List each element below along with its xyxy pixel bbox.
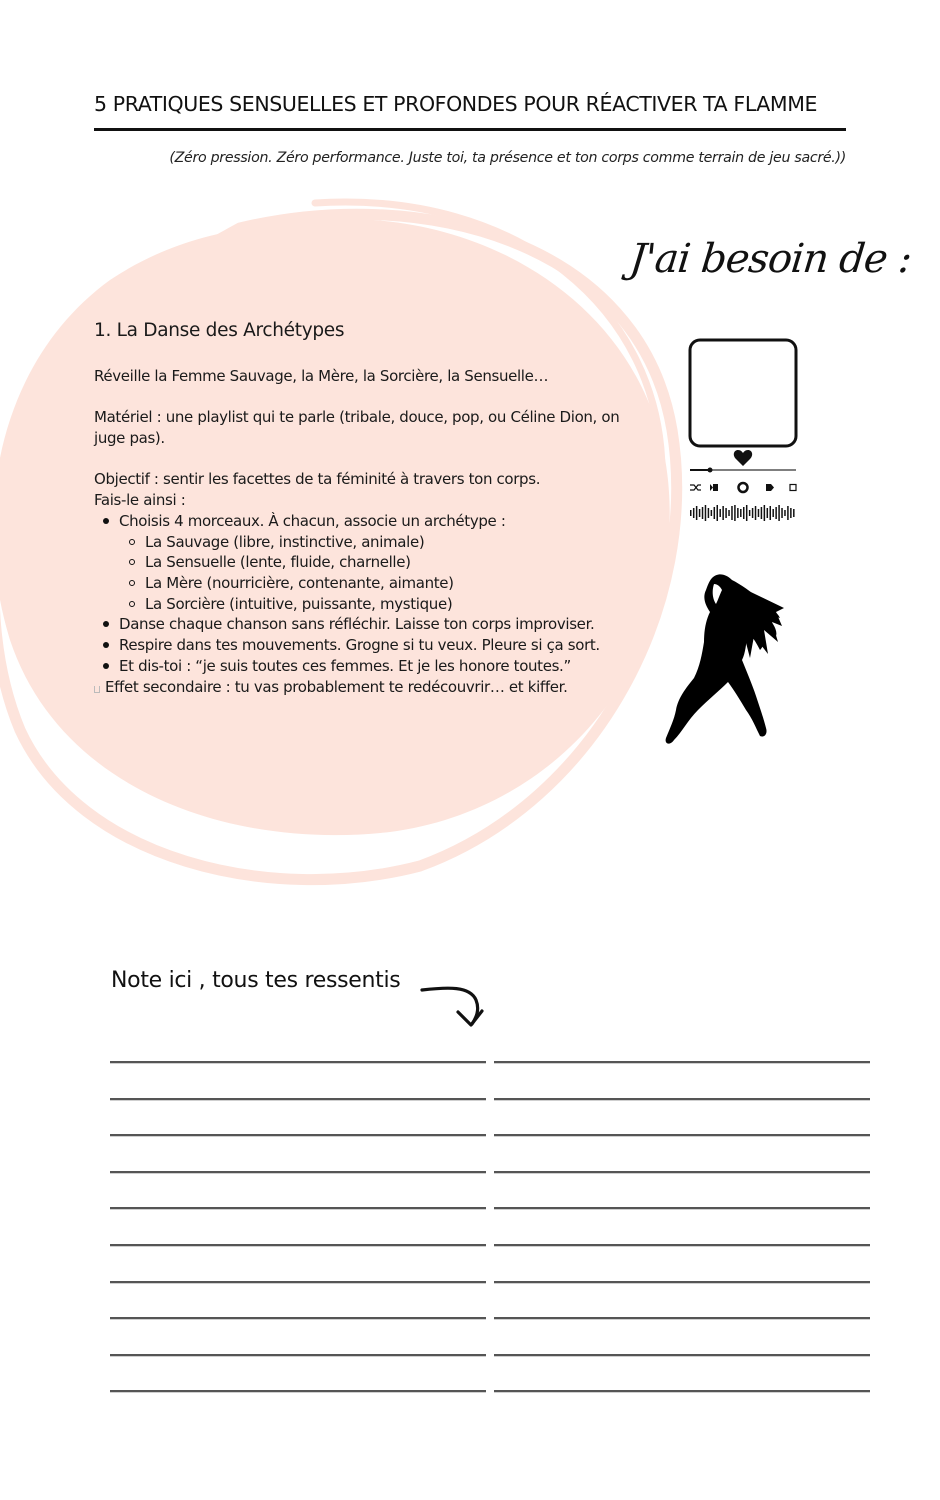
wave-bar <box>787 506 789 520</box>
writing-line <box>494 1354 870 1356</box>
section-intro: Réveille la Femme Sauvage, la Mère, la Sorcière, la Sensuelle… <box>94 367 549 385</box>
wave-bar <box>770 506 772 520</box>
wave-bar <box>746 505 748 521</box>
writing-line <box>110 1390 486 1392</box>
wave-bar <box>711 510 713 516</box>
writing-line <box>110 1244 486 1246</box>
wave-bar <box>764 505 766 521</box>
wave-bar <box>775 507 777 519</box>
sound-wave-icon <box>690 505 795 521</box>
dancer-silhouette-icon <box>660 570 785 750</box>
writing-line <box>494 1390 870 1392</box>
list-item: Danse chaque chanson sans réfléchir. Laisse ton corps improviser. <box>119 614 634 635</box>
wave-bar <box>784 510 786 516</box>
wave-bar <box>767 508 769 518</box>
section-materiel: Matériel : une playlist qui te parle (tribale, douce, pop, ou Céline Dion, on juge pas). <box>94 408 620 448</box>
step-text: Choisis 4 morceaux. À chacun, associe un archétype : <box>119 511 506 530</box>
writing-line <box>494 1171 870 1173</box>
writing-line <box>110 1317 486 1319</box>
wave-bar <box>778 505 780 521</box>
writing-line <box>110 1171 486 1173</box>
missing-glyph-icon <box>94 686 100 693</box>
wave-bar <box>731 506 733 520</box>
writing-line <box>494 1317 870 1319</box>
writing-line <box>110 1134 486 1136</box>
progress-knob <box>708 468 713 473</box>
wave-bar <box>717 505 719 521</box>
writing-line <box>494 1098 870 1100</box>
writing-line <box>494 1134 870 1136</box>
needs-heading: J'ai besoin de : <box>627 236 914 282</box>
writing-line <box>110 1281 486 1283</box>
writing-line <box>110 1061 486 1063</box>
section-objectif: Objectif : sentir les facettes de ta féminité à travers ton corps. <box>94 470 541 489</box>
list-item: Respire dans tes mouvements. Grogne si tu veux. Pleure si ça sort. <box>119 635 634 656</box>
section-howto: Fais-le ainsi : <box>94 491 186 510</box>
curved-arrow-down-icon <box>418 978 490 1032</box>
wave-bar <box>755 506 757 520</box>
wave-bar <box>693 508 695 518</box>
writing-line <box>494 1207 870 1209</box>
list-item <box>119 511 634 615</box>
effet-text: Effet secondaire : tu vas probablement te redécouvrir… et kiffer. <box>105 677 568 696</box>
wave-bar <box>699 509 701 517</box>
wave-bar <box>781 508 783 518</box>
heart-icon <box>734 450 752 466</box>
next-icon <box>766 484 774 491</box>
wave-bar <box>737 508 739 518</box>
notes-label: Note ici , tous tes ressentis <box>111 968 401 993</box>
effet-line <box>94 677 634 698</box>
page-subtitle: (Zéro pression. Zéro performance. Juste toi, ta présence et ton corps comme terrain de jeu sacré.)) <box>169 150 846 166</box>
wave-bar <box>696 506 698 520</box>
wave-bar <box>708 508 710 518</box>
music-player-icon <box>688 338 798 524</box>
list-item: La Sauvage (libre, instinctive, animale) <box>145 532 634 553</box>
writing-line <box>110 1098 486 1100</box>
wave-bar <box>743 507 745 519</box>
writing-line <box>494 1061 870 1063</box>
writing-line <box>494 1244 870 1246</box>
wave-bar <box>728 510 730 516</box>
archetypes-list <box>119 532 634 615</box>
wave-bar <box>752 508 754 518</box>
wave-bar <box>749 510 751 516</box>
list-item: La Sorcière (intuitive, puissante, mystique) <box>145 594 634 615</box>
section-title: 1. La Danse des Archétypes <box>94 320 345 341</box>
wave-bar <box>705 505 707 521</box>
shuffle-icon <box>690 485 701 490</box>
wave-bar <box>793 509 795 517</box>
steps-list <box>94 511 634 677</box>
wave-bar <box>725 508 727 518</box>
wave-bar <box>772 509 774 517</box>
wave-bar <box>722 506 724 520</box>
wave-bar <box>714 507 716 519</box>
wave-bar <box>740 509 742 517</box>
previous-icon <box>710 484 718 491</box>
wave-bar <box>734 505 736 521</box>
wave-bar <box>790 508 792 518</box>
writing-line <box>110 1207 486 1209</box>
writing-line <box>110 1354 486 1356</box>
wave-bar <box>761 507 763 519</box>
list-item: Et dis-toi : “je suis toutes ces femmes. Et je les honore toutes.” <box>119 656 634 677</box>
writing-line <box>494 1281 870 1283</box>
title-divider <box>94 128 846 131</box>
list-item: La Mère (nourricière, contenante, aimante) <box>145 573 634 594</box>
play-button-icon <box>739 483 748 492</box>
list-item: La Sensuelle (lente, fluide, charnelle) <box>145 552 634 573</box>
page-title: 5 PRATIQUES SENSUELLES ET PROFONDES POUR RÉACTIVER TA FLAMME <box>94 92 818 116</box>
wave-bar <box>690 510 692 516</box>
wave-bar <box>758 509 760 517</box>
wave-bar <box>719 509 721 517</box>
section-content <box>94 318 634 697</box>
album-cover-frame <box>690 340 796 446</box>
wave-bar <box>702 507 704 519</box>
repeat-icon <box>790 485 796 491</box>
